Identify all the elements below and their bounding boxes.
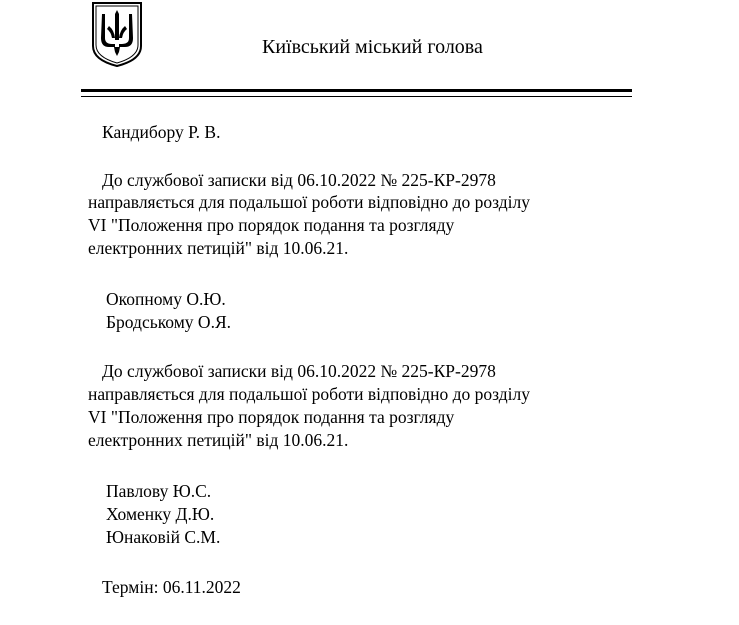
- paragraph-2-line-1: До службової записки від 06.10.2022 № 225-КР-2978: [102, 361, 496, 381]
- paragraph-1-line-2: направляється для подальшої роботи відповідно до розділу: [88, 192, 530, 212]
- addressee-3-3: Юнаковій С.М.: [106, 527, 221, 547]
- addressee-1: Кандибору Р. В.: [102, 122, 221, 142]
- paragraph-1-line-4: електронних петицій" від 10.06.21.: [88, 238, 349, 258]
- paragraph-2-line-2: направляється для подальшої роботи відповідно до розділу: [88, 384, 530, 404]
- paragraph-1-line-1: До службової записки від 06.10.2022 № 225-КР-2978: [102, 170, 496, 190]
- header-divider-thick: [81, 89, 632, 92]
- deadline: Термін: 06.11.2022: [102, 577, 241, 597]
- addressee-2-2: Бродському О.Я.: [106, 312, 231, 332]
- header-title: Київський міський голова: [262, 36, 483, 58]
- paragraph-2-line-3: VI "Положення про порядок подання та розгляду: [88, 407, 455, 427]
- trident-coat-of-arms-icon: [90, 0, 144, 68]
- paragraph-1-line-3: VI "Положення про порядок подання та розгляду: [88, 215, 455, 235]
- addressee-2-1: Окопному О.Ю.: [106, 289, 226, 309]
- addressee-3-1: Павлову Ю.С.: [106, 481, 212, 501]
- paragraph-2-line-4: електронних петицій" від 10.06.21.: [88, 430, 349, 450]
- addressee-3-2: Хоменку Д.Ю.: [106, 504, 215, 524]
- header-divider-thin: [81, 96, 632, 97]
